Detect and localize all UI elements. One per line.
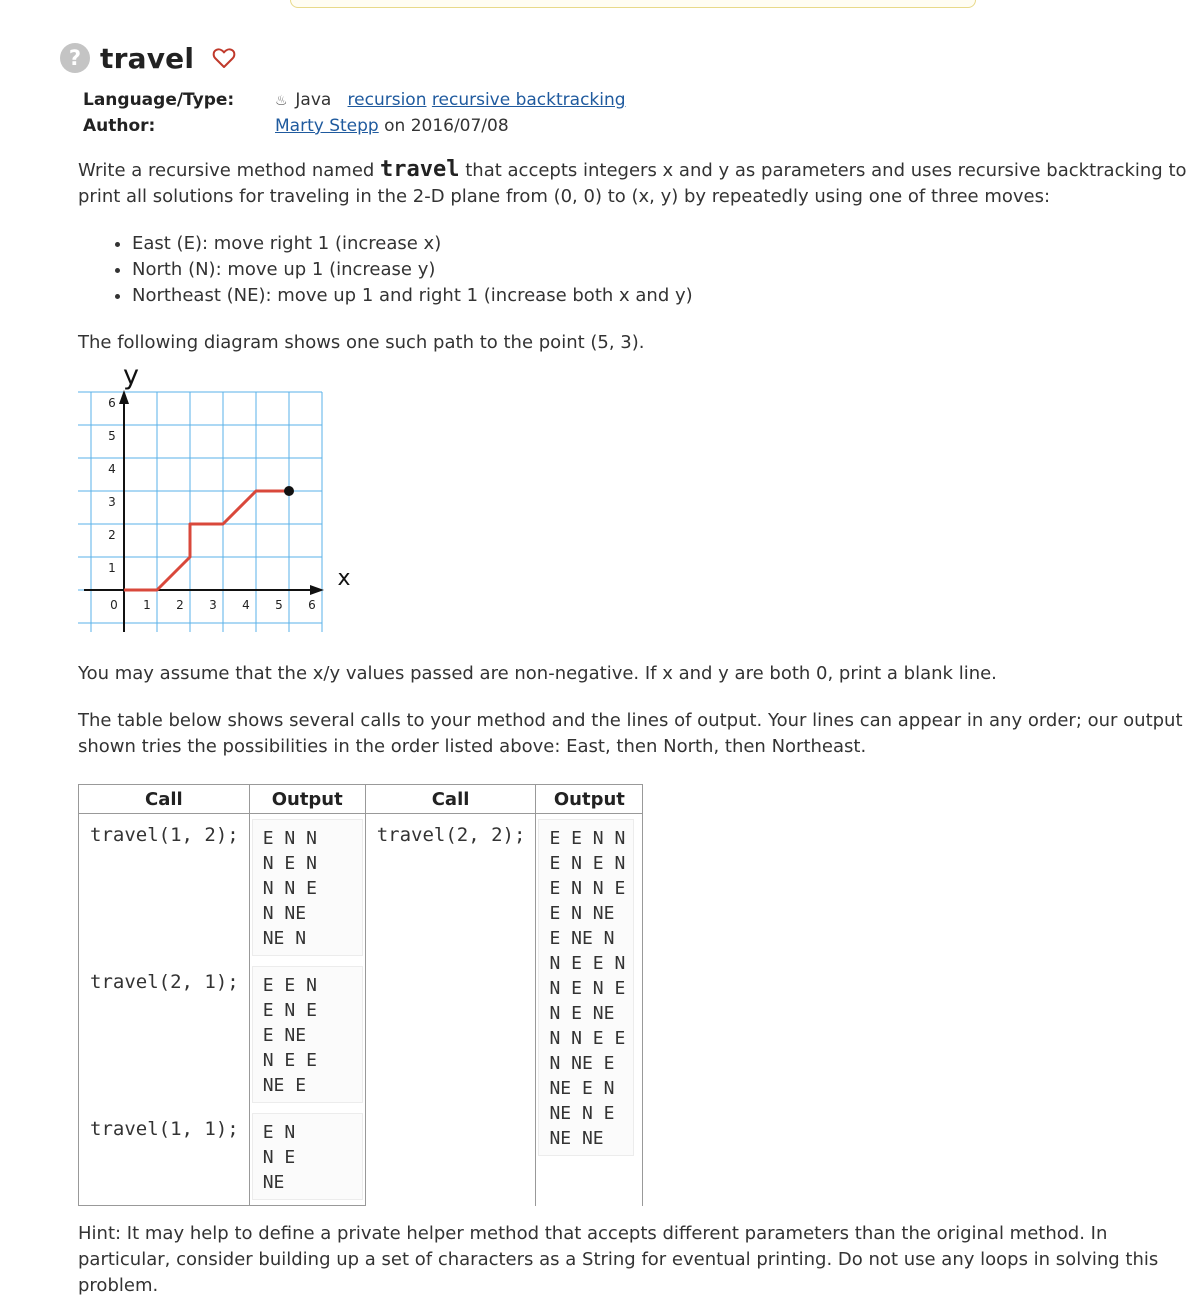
language-label: Language/Type: (83, 90, 235, 110)
author-link[interactable]: Marty Stepp (275, 116, 379, 136)
header-call: Call (365, 785, 536, 814)
intro-text-before: Write a recursive method named (78, 160, 381, 181)
x-tick-label: 4 (242, 598, 250, 612)
list-item: • Northeast (NE): move up 1 and right 1 (increase both x and y) (132, 283, 693, 309)
endpoint-dot (284, 486, 294, 496)
problem-intro (78, 157, 1188, 210)
problem-header (60, 40, 236, 76)
call-code: travel(2, 2); (376, 824, 526, 846)
call-cell (79, 814, 250, 962)
x-tick-label: 3 (209, 598, 217, 612)
y-tick-label: 4 (108, 462, 116, 476)
y-tick-label: 1 (108, 561, 116, 575)
y-axis-label: y (123, 362, 139, 391)
moves-list (106, 231, 693, 309)
diagram-caption: The following diagram shows one such path to the point (5, 3). (78, 332, 645, 353)
tag-recursion[interactable]: recursion (347, 90, 427, 110)
calls-table (78, 784, 643, 1206)
call-cell (79, 1108, 250, 1206)
output-box: E N N N E N N N E N NE NE N (252, 819, 363, 956)
problem-title: travel (100, 41, 195, 75)
call-code: travel(1, 2); (90, 824, 239, 846)
header-output: Output (249, 785, 365, 814)
top-banner-box (290, 0, 976, 8)
path-diagram (78, 362, 358, 637)
intro-text-after: that accepts integers x and y as parameters and uses recursive backtracking to print all solutions for traveling in the 2-D plane from (0, 0) to (x, y) by repeatedly using one of three moves: (78, 160, 1187, 207)
header-call: Call (79, 785, 250, 814)
y-tick-label: 2 (108, 528, 116, 542)
question-circle-icon: ? (60, 43, 90, 73)
y-tick-labels (108, 396, 116, 575)
output-cell (249, 1108, 365, 1206)
x-tick-label: 1 (143, 598, 151, 612)
y-tick-label: 6 (108, 396, 116, 410)
table-intro-text: The table below shows several calls to your method and the lines of output. Your lines can appear in any order; our output shown tries the possibilities in the order listed above: East, then North, then Northeast. (78, 710, 1183, 757)
publish-date: on 2016/07/08 (384, 116, 509, 136)
language-value (275, 90, 626, 110)
hint-text: Hint: It may help to define a private helper method that accepts different parameters than the original method. In particular, consider building up a set of characters as a String for eventual printing. Do not use any loops in solving this problem. (78, 1223, 1159, 1296)
x-tick-label: 2 (176, 598, 184, 612)
output-cell (249, 961, 365, 1108)
header-output: Output (536, 785, 643, 814)
y-tick-label: 3 (108, 495, 116, 509)
method-name-code: travel (380, 157, 460, 182)
output-box: E E N N E N E N E N N E E N NE E NE N N E E N N E N E N E NE N N E E N NE E NE E N NE N E NE NE (538, 819, 634, 1156)
output-box: E E N E N E E NE N E E NE E (252, 966, 363, 1103)
travel-path (124, 491, 289, 590)
heart-icon[interactable] (212, 47, 236, 69)
x-tick-label: 6 (308, 598, 316, 612)
call-cell (79, 961, 250, 1108)
table-row (79, 814, 643, 962)
list-item: • East (E): move right 1 (increase x) (132, 231, 693, 257)
list-item: • North (N): move up 1 (increase y) (132, 257, 693, 283)
x-tick-label: 0 (110, 598, 118, 612)
assumption-text: You may assume that the x/y values passed are non-negative. If x and y are both 0, print a blank line. (78, 663, 997, 684)
x-tick-label: 5 (275, 598, 283, 612)
tag-recursive-backtracking[interactable]: recursive backtracking (431, 90, 626, 110)
output-cell (249, 814, 365, 962)
x-axis-label: x (337, 566, 351, 591)
call-code: travel(1, 1); (90, 1118, 239, 1140)
y-tick-label: 5 (108, 429, 116, 443)
output-box: E N N E NE (252, 1113, 363, 1200)
java-cup-icon: ♨ (275, 93, 288, 109)
language-name: Java (295, 90, 332, 110)
call-code: travel(2, 1); (90, 971, 239, 993)
call-cell (365, 814, 536, 1206)
author-value (275, 116, 509, 136)
x-tick-labels (110, 598, 316, 612)
output-cell (536, 814, 643, 1206)
author-label: Author: (83, 116, 156, 136)
